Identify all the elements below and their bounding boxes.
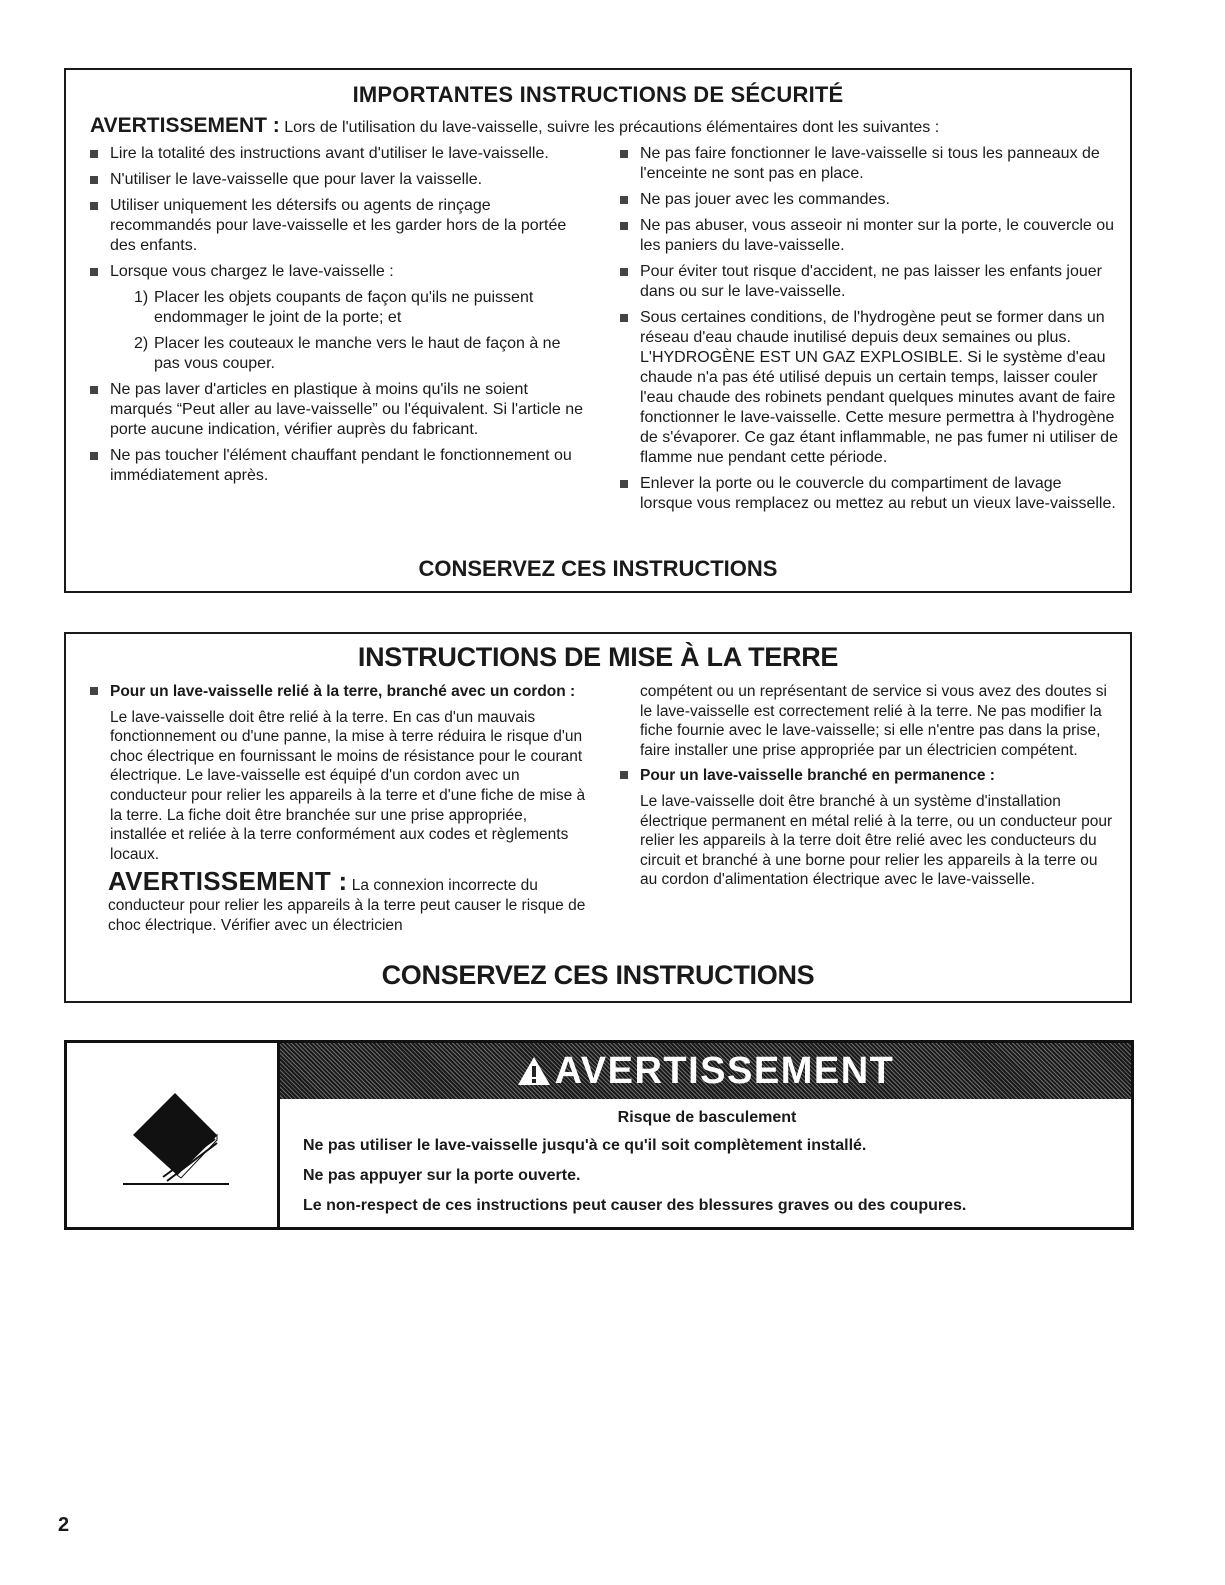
list-item: Ne pas faire fonctionner le lave-vaisselle si tous les panneaux de l'enceinte ne sont pas en place.	[618, 144, 1118, 184]
safety-title: IMPORTANTES INSTRUCTIONS DE SÉCURITÉ	[352, 82, 844, 107]
sub-item-number: 2)	[134, 335, 149, 352]
list-item: Ne pas laver d'articles en plastique à moins qu'ils ne soient marqués “Peut aller au lave-vaisselle” ou l'équivalent. Si l'article ne porte aucune indication, vérifier auprès du fabricant.	[88, 380, 588, 440]
list-item: Ne pas toucher l'élément chauffant pendant le fonctionnement ou immédiatement après.	[88, 446, 588, 486]
warning-banner-label: AVERTISSEMENT	[554, 1049, 895, 1092]
safety-footer: CONSERVEZ CES INSTRUCTIONS	[418, 556, 778, 581]
warning-subtitle: Risque de basculement	[617, 1109, 797, 1126]
list-item: Pour éviter tout risque d'accident, ne pas laisser les enfants jouer dans ou sur le lave-vaisselle.	[618, 262, 1118, 302]
sub-item-text: Placer les couteaux le manche vers le haut de façon à ne pas vous couper.	[154, 335, 561, 372]
list-item: N'utiliser le lave-vaisselle que pour laver la vaisselle.	[88, 170, 588, 190]
warning-body	[303, 1109, 1111, 1227]
grounding-left-column	[88, 682, 588, 935]
tip-over-icon	[67, 1043, 277, 1227]
list-item: Lorsque vous chargez le lave-vaisselle :	[88, 262, 588, 282]
grounding-left-text: Le lave-vaisselle doit être relié à la terre. En cas d'un mauvais fonctionnement ou d'une panne, la mise à terre réduira le risque d'un choc électrique en fournissant le moins de résistance pour le courant électrique. Le lave-vaisselle est équipé d'un cordon avec un conducteur pour relier les appareils à la terre et d'une fiche de mise à la terre. La fiche doit être branchée sur une prise appropriée, installée et reliée à la terre conformément aux codes et règlements locaux.	[110, 708, 586, 863]
warning-line: Le non-respect de ces instructions peut causer des blessures graves ou des coupures.	[303, 1197, 967, 1214]
list-item: Lire la totalité des instructions avant d'utiliser le lave-vaisselle.	[88, 144, 588, 164]
grounding-warning-label: AVERTISSEMENT :	[108, 866, 348, 897]
safety-instructions-box	[64, 68, 1132, 593]
grounding-warning-text: La connexion incorrecte du conducteur pour relier les appareils à la terre peut causer le risque de choc électrique. Vérifier avec un électricien	[108, 877, 586, 934]
grounding-right-text2: Le lave-vaisselle doit être branché à un système d'installation électrique permanent en métal relié à la terre, ou un conducteur pour relier les appareils à la terre doit être relié avec les conducteurs du circuit et branché à une borne pour relier les appareils à la terre ou au cordon d'alimentation électrique avec le lave-vaisselle.	[640, 792, 1113, 889]
page-number: 2	[58, 1514, 70, 1536]
grounding-footer: CONSERVEZ CES INSTRUCTIONS	[381, 960, 815, 990]
grounding-title: INSTRUCTIONS DE MISE À LA TERRE	[357, 642, 839, 672]
safety-right-column	[618, 144, 1118, 520]
list-item: Utiliser uniquement les détersifs ou agents de rinçage recommandés pour lave-vaisselle et les garder hors de la portée des enfants.	[88, 196, 588, 256]
safety-warning-label: AVERTISSEMENT :	[90, 114, 280, 137]
list-item: Sous certaines conditions, de l'hydrogène peut se former dans un réseau d'eau chaude inutilisé depuis deux semaines ou plus. L'HYDROGÈNE EST UN GAZ EXPLOSIBLE. Si le système d'eau chaude n'a pas été utilisé depuis un certain temps, laisser couler l'eau chaude des robinets pendant quelques minutes avant de faire fonctionner le lave-vaisselle. Cette mesure permettra à l'hydrogène de s'évaporer. Ce gaz étant inflammable, ne pas fumer ni utiliser de flamme nue pendant cette période.	[618, 308, 1118, 468]
list-item: Ne pas jouer avec les commandes.	[618, 190, 1118, 210]
sub-list-item	[110, 334, 588, 374]
sub-list-item	[110, 288, 588, 328]
list-item: Enlever la porte ou le couvercle du compartiment de lavage lorsque vous remplacez ou mettez au rebut un vieux lave-vaisselle.	[618, 474, 1118, 514]
sub-item-text: Placer les objets coupants de façon qu'ils ne puissent endommager le joint de la porte; et	[154, 289, 534, 326]
grounding-right-column	[618, 682, 1118, 890]
grounding-right-heading: Pour un lave-vaisselle branché en permanence :	[618, 766, 1118, 786]
warning-banner	[280, 1043, 1131, 1099]
warning-line: Ne pas utiliser le lave-vaisselle jusqu'à ce qu'il soit complètement installé.	[303, 1137, 867, 1154]
grounding-left-heading: Pour un lave-vaisselle relié à la terre, branché avec un cordon :	[88, 682, 588, 702]
warning-triangle-icon	[517, 1056, 551, 1086]
grounding-instructions-box	[64, 632, 1132, 1003]
warning-line: Ne pas appuyer sur la porte ouverte.	[303, 1167, 581, 1184]
safety-warning-line	[90, 114, 939, 138]
safety-warning-text: Lors de l'utilisation du lave-vaisselle, suivre les précautions élémentaires dont les suivantes :	[279, 119, 940, 136]
tip-over-warning-box	[64, 1040, 1134, 1230]
grounding-right-text: compétent ou un représentant de service si vous avez des doutes si le lave-vaisselle est correctement relié à la terre. Ne pas modifier la fiche fournie avec le lave-vaisselle; si elle n'entre pas dans la prise, faire installer une prise appropriée par un électricien compétent.	[640, 683, 1107, 759]
tip-over-icon-cell	[67, 1043, 280, 1227]
list-item: Ne pas abuser, vous asseoir ni monter sur la porte, le couvercle ou les paniers du lave-vaisselle.	[618, 216, 1118, 256]
sub-item-number: 1)	[134, 289, 149, 306]
grounding-warning	[88, 866, 588, 935]
safety-left-column	[88, 144, 588, 492]
